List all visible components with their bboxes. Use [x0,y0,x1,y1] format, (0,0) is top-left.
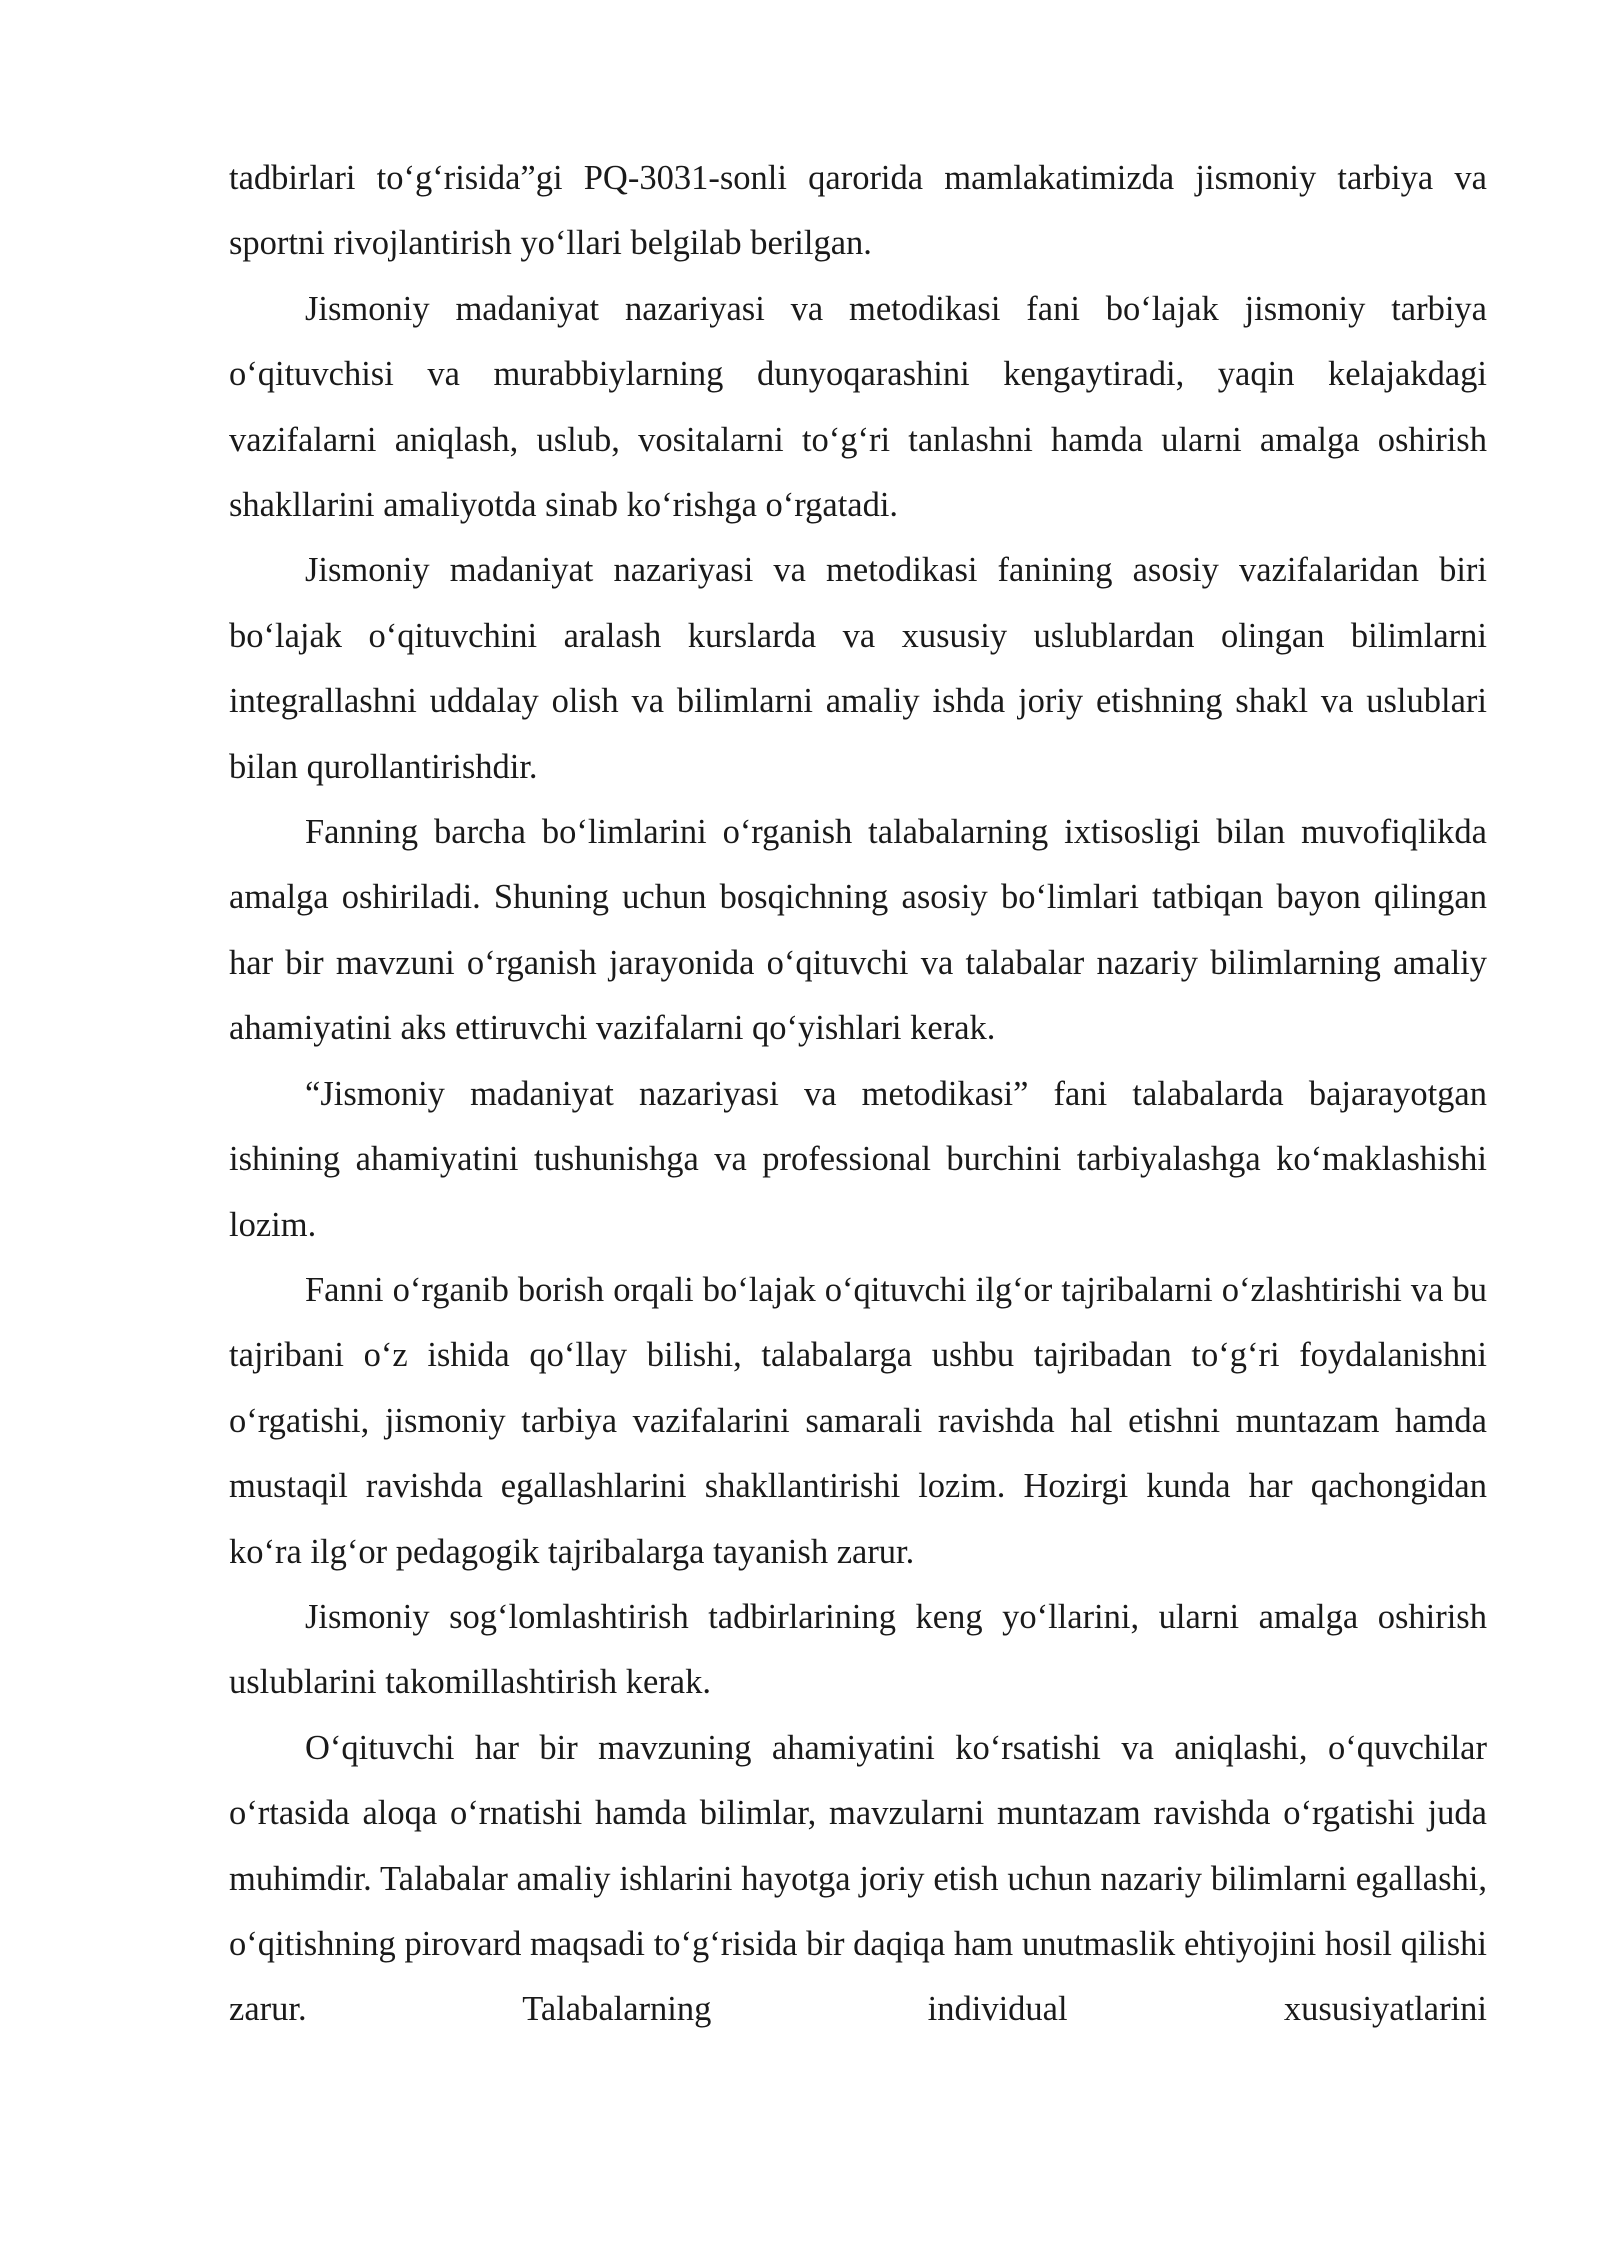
paragraph-4: Fanning barcha bo‘limlarini o‘rganish talabalarning ixtisosligi bilan muvofiqlikda amalga oshiriladi. Shuning uchun bosqichning asosiy bo‘limlari tatbiqan bayon qilingan har bir mavzuni o‘rganish jarayonida o‘qituvchi va talabalar nazariy bilimlarning amaliy ahamiyatini aks ettiruvchi vazifalarni qo‘yishlari kerak. [229,813,1487,1048]
paragraph-1: tadbirlari to‘g‘risida”gi PQ-3031-sonli qarorida mamlakatimizda jismoniy tarbiya va sportni rivojlantirish yo‘llari belgilab berilgan. [229,159,1487,263]
document-text-body [229,146,1487,2043]
paragraph-5: “Jismoniy madaniyat nazariyasi va metodikasi” fani talabalarda bajarayotgan ishining ahamiyatini tushunishga va professional burchini tarbiyalashga ko‘maklashishi lozim. [229,1074,1487,1244]
paragraph-2: Jismoniy madaniyat nazariyasi va metodikasi fani bo‘lajak jismoniy tarbiya o‘qituvchisi va murabbiylarning dunyoqarashini kengaytiradi, yaqin kelajakdagi vazifalarni aniqlash, uslub, vositalarni to‘g‘ri tanlashni hamda ularni amalga oshirish shakllarini amaliyotda sinab ko‘rishga o‘rgatadi. [229,289,1487,525]
paragraph-8: O‘qituvchi har bir mavzuning ahamiyatini ko‘rsatishi va aniqlashi, o‘quvchilar o‘rtasida aloqa o‘rnatishi hamda bilimlar, mavzularni muntazam ravishda o‘rgatishi juda muhimdir. Talabalar amaliy ishlarini hayotga joriy etish uchun nazariy bilimlarni egallashi, o‘qitishning pirovard maqsadi to‘g‘risida bir daqiqa ham unutmaslik ehtiyojini hosil qilishi zarur. Talabalarning individual xususiyatlarini [229,1728,1487,2029]
paragraph-3: Jismoniy madaniyat nazariyasi va metodikasi fanining asosiy vazifalaridan biri bo‘lajak o‘qituvchini aralash kurslarda va xususiy uslublardan olingan bilimlarni integrallashni uddalay olish va bilimlarni amaliy ishda joriy etishning shakl va uslublari bilan qurollantirishdir. [229,551,1487,786]
paragraph-7: Jismoniy sog‘lomlashtirish tadbirlarining keng yo‘llarini, ularni amalga oshirish uslublarini takomillashtirish kerak. [229,1597,1487,1702]
paragraph-6: Fanni o‘rganib borish orqali bo‘lajak o‘qituvchi ilg‘or tajribalarni o‘zlashtirishi va bu tajribani o‘z ishida qo‘llay bilishi, talabalarga ushbu tajribadan to‘g‘ri foydalanishni o‘rgatishi, jismoniy tarbiya vazifalarini samarali ravishda hal etishni muntazam hamda mustaqil ravishda egallashlarini shakllantirishi lozim. Hozirgi kunda har qachongidan ko‘ra ilg‘or pedagogik tajribalarga tayanish zarur. [229,1270,1487,1571]
